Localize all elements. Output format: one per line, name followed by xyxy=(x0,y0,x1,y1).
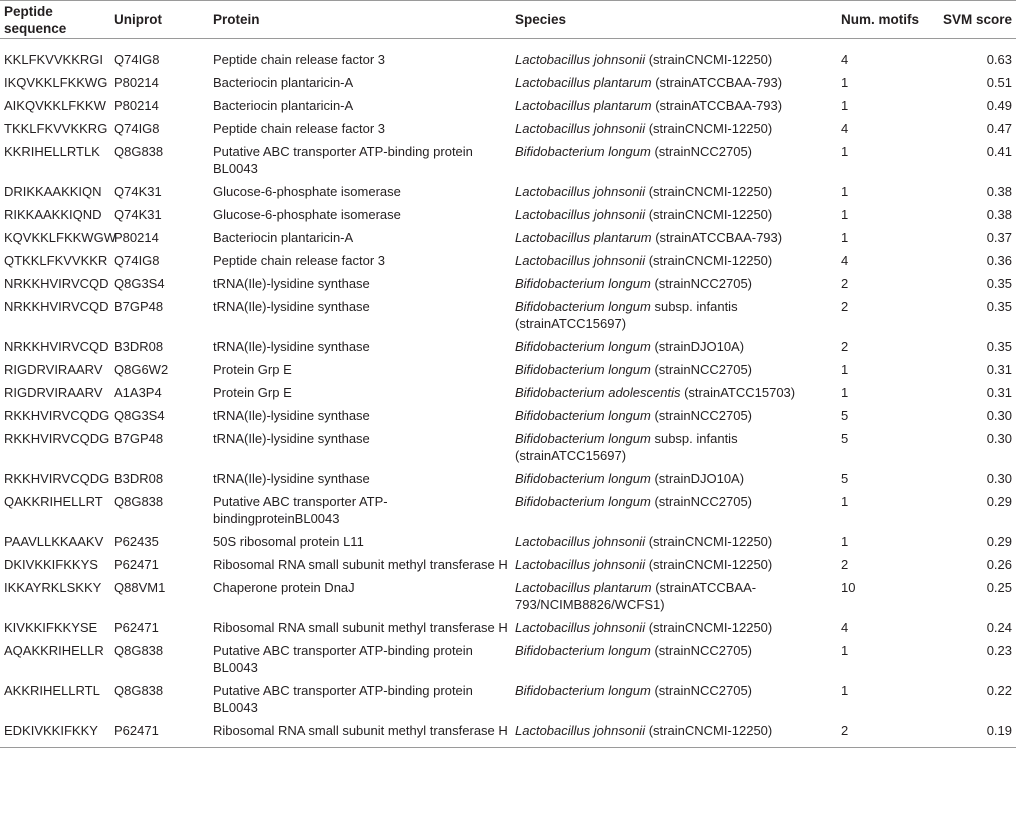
cell-protein: Protein Grp E xyxy=(213,362,292,377)
cell-species xyxy=(511,678,837,718)
cell-num-motifs: 5 xyxy=(841,408,849,423)
cell-uniprot: Q74IG8 xyxy=(114,253,160,268)
cell-svm-score: 0.22 xyxy=(986,683,1012,698)
cell-species xyxy=(511,403,837,426)
cell-protein: Peptide chain release factor 3 xyxy=(213,52,385,67)
cell-num-motifs: 4 xyxy=(841,620,849,635)
species-strain: (strainDJO10A) xyxy=(650,471,745,486)
cell-protein: Glucose-6-phosphate isomerase xyxy=(213,207,401,222)
species-strain: (strainNCC2705) xyxy=(650,683,753,698)
species-name: Lactobacillus plantarum xyxy=(515,98,652,113)
species-strain: (strainNCC2705) xyxy=(650,494,753,509)
cell-protein: tRNA(Ile)-lysidine synthase xyxy=(213,339,370,354)
cell-num-motifs: 4 xyxy=(841,52,849,67)
table-row xyxy=(0,70,1016,93)
cell-num-motifs: 2 xyxy=(841,339,849,354)
cell-protein: tRNA(Ile)-lysidine synthase xyxy=(213,408,370,423)
species-name: Lactobacillus johnsonii xyxy=(515,184,646,199)
cell-peptide-sequence: QAKKRIHELLRT xyxy=(4,494,103,509)
cell-num-motifs: 1 xyxy=(841,230,849,245)
cell-protein: Chaperone protein DnaJ xyxy=(213,580,355,595)
cell-uniprot: Q8G838 xyxy=(114,683,164,698)
cell-num-motifs: 1 xyxy=(841,643,849,658)
cell-svm-score: 0.35 xyxy=(986,276,1012,291)
cell-svm-score: 0.31 xyxy=(986,385,1012,400)
cell-species xyxy=(511,466,837,489)
cell-peptide-sequence: RKKHVIRVCQDG xyxy=(4,431,110,446)
species-strain: (strainATCCBAA-793) xyxy=(651,230,783,245)
cell-num-motifs: 5 xyxy=(841,431,849,446)
cell-num-motifs: 10 xyxy=(841,580,856,595)
table-row xyxy=(0,294,1016,334)
species-strain: (strainCNCMI-12250) xyxy=(645,253,773,268)
cell-uniprot: B3DR08 xyxy=(114,339,164,354)
cell-species xyxy=(511,334,837,357)
cell-protein: Putative ABC transporter ATP-binding protein BL0043 xyxy=(213,683,473,715)
cell-uniprot: Q74K31 xyxy=(114,207,162,222)
cell-uniprot: P80214 xyxy=(114,75,159,90)
table-row xyxy=(0,426,1016,466)
cell-num-motifs: 1 xyxy=(841,98,849,113)
cell-uniprot: Q8G838 xyxy=(114,144,164,159)
cell-num-motifs: 1 xyxy=(841,494,849,509)
cell-species xyxy=(511,93,837,116)
cell-protein: tRNA(Ile)-lysidine synthase xyxy=(213,299,370,314)
species-strain: (strainCNCMI-12250) xyxy=(645,534,773,549)
cell-protein: tRNA(Ile)-lysidine synthase xyxy=(213,276,370,291)
species-name: Lactobacillus johnsonii xyxy=(515,121,646,136)
species-name: Lactobacillus plantarum xyxy=(515,230,652,245)
header-peptide-sequence: Peptide sequence xyxy=(4,3,67,36)
species-name: Bifidobacterium longum xyxy=(515,339,651,354)
cell-svm-score: 0.38 xyxy=(986,207,1012,222)
cell-protein: Bacteriocin plantaricin-A xyxy=(213,98,354,113)
cell-species xyxy=(511,202,837,225)
header-row xyxy=(0,1,1016,39)
cell-protein: Ribosomal RNA small subunit methyl transferase H xyxy=(213,723,508,738)
cell-protein: 50S ribosomal protein L11 xyxy=(213,534,364,549)
cell-peptide-sequence: RKKHVIRVCQDG xyxy=(4,471,110,486)
cell-species xyxy=(511,426,837,466)
species-strain: (strainNCC2705) xyxy=(650,408,753,423)
table-row xyxy=(0,179,1016,202)
header-num-motifs: Num. motifs xyxy=(841,12,920,27)
species-name: Lactobacillus johnsonii xyxy=(515,253,646,268)
cell-svm-score: 0.30 xyxy=(986,471,1012,486)
cell-peptide-sequence: PAAVLLKKAAKV xyxy=(4,534,104,549)
cell-uniprot: B7GP48 xyxy=(114,299,164,314)
cell-num-motifs: 5 xyxy=(841,471,849,486)
cell-peptide-sequence: IKQVKKLFKKWG xyxy=(4,75,108,90)
species-name: Lactobacillus plantarum xyxy=(515,75,652,90)
table-body xyxy=(0,39,1016,748)
species-strain: (strainCNCMI-12250) xyxy=(645,121,773,136)
species-strain: (strainCNCMI-12250) xyxy=(645,52,773,67)
cell-num-motifs: 4 xyxy=(841,121,849,136)
species-name: Lactobacillus johnsonii xyxy=(515,534,646,549)
species-name: Bifidobacterium longum xyxy=(515,299,651,314)
cell-protein: Protein Grp E xyxy=(213,385,292,400)
cell-species xyxy=(511,575,837,615)
cell-num-motifs: 1 xyxy=(841,385,849,400)
cell-protein: Putative ABC transporter ATP-bindingproteinBL0043 xyxy=(213,494,388,526)
cell-species xyxy=(511,39,837,71)
cell-uniprot: Q8G838 xyxy=(114,643,164,658)
species-strain: (strainATCCBAA-793) xyxy=(651,98,783,113)
cell-num-motifs: 1 xyxy=(841,207,849,222)
table-row xyxy=(0,615,1016,638)
cell-num-motifs: 1 xyxy=(841,534,849,549)
cell-num-motifs: 1 xyxy=(841,144,849,159)
cell-species xyxy=(511,615,837,638)
table-row xyxy=(0,202,1016,225)
cell-peptide-sequence: DKIVKKIFKKYS xyxy=(4,557,98,572)
cell-peptide-sequence: AQAKKRIHELLR xyxy=(4,643,104,658)
cell-peptide-sequence: AIKQVKKLFKKW xyxy=(4,98,106,113)
cell-svm-score: 0.35 xyxy=(986,299,1012,314)
cell-species xyxy=(511,718,837,748)
cell-species xyxy=(511,248,837,271)
cell-species xyxy=(511,489,837,529)
table-row xyxy=(0,718,1016,748)
species-strain: (strainCNCMI-12250) xyxy=(645,723,773,738)
table-row xyxy=(0,529,1016,552)
table-row xyxy=(0,116,1016,139)
table-row xyxy=(0,403,1016,426)
cell-species xyxy=(511,271,837,294)
cell-svm-score: 0.49 xyxy=(986,98,1012,113)
cell-svm-score: 0.25 xyxy=(986,580,1012,595)
species-strain: (strainATCCBAA-793/NCIMB8826/WCFS1) xyxy=(515,580,757,612)
species-name: Lactobacillus plantarum xyxy=(515,580,652,595)
cell-svm-score: 0.31 xyxy=(986,362,1012,377)
table-row xyxy=(0,93,1016,116)
table-header xyxy=(0,1,1016,39)
cell-num-motifs: 2 xyxy=(841,557,849,572)
species-name: Lactobacillus johnsonii xyxy=(515,620,646,635)
cell-svm-score: 0.38 xyxy=(986,184,1012,199)
cell-uniprot: Q74IG8 xyxy=(114,121,160,136)
cell-protein: Putative ABC transporter ATP-binding protein BL0043 xyxy=(213,643,473,675)
species-name: Bifidobacterium longum xyxy=(515,362,651,377)
cell-uniprot: B3DR08 xyxy=(114,471,164,486)
table-row xyxy=(0,638,1016,678)
species-name: Bifidobacterium longum xyxy=(515,494,651,509)
cell-uniprot: A1A3P4 xyxy=(114,385,162,400)
cell-uniprot: Q74K31 xyxy=(114,184,162,199)
species-strain: (strainNCC2705) xyxy=(650,643,753,658)
cell-svm-score: 0.29 xyxy=(986,534,1012,549)
cell-num-motifs: 1 xyxy=(841,184,849,199)
header-species: Species xyxy=(515,12,567,27)
cell-svm-score: 0.29 xyxy=(986,494,1012,509)
cell-uniprot: B7GP48 xyxy=(114,431,164,446)
cell-protein: tRNA(Ile)-lysidine synthase xyxy=(213,431,370,446)
cell-peptide-sequence: DRIKKAAKKIQN xyxy=(4,184,102,199)
cell-num-motifs: 2 xyxy=(841,299,849,314)
cell-svm-score: 0.35 xyxy=(986,339,1012,354)
cell-num-motifs: 1 xyxy=(841,683,849,698)
table-row xyxy=(0,466,1016,489)
cell-num-motifs: 2 xyxy=(841,276,849,291)
species-name: Bifidobacterium longum xyxy=(515,431,651,446)
species-strain: (strainATCCBAA-793) xyxy=(651,75,783,90)
cell-num-motifs: 1 xyxy=(841,75,849,90)
cell-uniprot: Q8G3S4 xyxy=(114,408,165,423)
cell-svm-score: 0.23 xyxy=(986,643,1012,658)
cell-peptide-sequence: NRKKHVIRVCQD xyxy=(4,299,109,314)
cell-svm-score: 0.47 xyxy=(986,121,1012,136)
species-strain: (strainNCC2705) xyxy=(650,276,753,291)
cell-num-motifs: 1 xyxy=(841,362,849,377)
cell-uniprot: Q8G3S4 xyxy=(114,276,165,291)
cell-species xyxy=(511,116,837,139)
cell-uniprot: Q74IG8 xyxy=(114,52,160,67)
cell-protein: Peptide chain release factor 3 xyxy=(213,121,385,136)
cell-protein: Ribosomal RNA small subunit methyl transferase H xyxy=(213,620,508,635)
header-svm-score: SVM score xyxy=(942,12,1012,27)
cell-svm-score: 0.63 xyxy=(986,52,1012,67)
species-strain: (strainCNCMI-12250) xyxy=(645,184,773,199)
cell-uniprot: P80214 xyxy=(114,230,159,245)
cell-protein: tRNA(Ile)-lysidine synthase xyxy=(213,471,370,486)
table-row xyxy=(0,334,1016,357)
cell-num-motifs: 2 xyxy=(841,723,849,738)
cell-peptide-sequence: IKKAYRKLSKKY xyxy=(4,580,102,595)
cell-species xyxy=(511,225,837,248)
cell-peptide-sequence: KKLFKVVKKRGI xyxy=(4,52,103,67)
cell-protein: Peptide chain release factor 3 xyxy=(213,253,385,268)
cell-svm-score: 0.30 xyxy=(986,431,1012,446)
species-strain: subsp. infantis (strainATCC15697) xyxy=(515,299,738,331)
table-row xyxy=(0,225,1016,248)
table-row xyxy=(0,248,1016,271)
cell-peptide-sequence: RIGDRVIRAARV xyxy=(4,362,103,377)
species-strain: (strainNCC2705) xyxy=(650,362,753,377)
cell-peptide-sequence: AKKRIHELLRTL xyxy=(4,683,100,698)
species-strain: (strainNCC2705) xyxy=(650,144,753,159)
table-row xyxy=(0,139,1016,179)
cell-peptide-sequence: KKRIHELLRTLK xyxy=(4,144,100,159)
species-name: Bifidobacterium longum xyxy=(515,408,651,423)
table-row xyxy=(0,489,1016,529)
cell-uniprot: P80214 xyxy=(114,98,159,113)
cell-peptide-sequence: RKKHVIRVCQDG xyxy=(4,408,110,423)
cell-svm-score: 0.19 xyxy=(986,723,1012,738)
cell-species xyxy=(511,380,837,403)
species-name: Bifidobacterium longum xyxy=(515,643,651,658)
header-uniprot: Uniprot xyxy=(114,12,162,27)
cell-svm-score: 0.24 xyxy=(986,620,1012,635)
cell-protein: Bacteriocin plantaricin-A xyxy=(213,230,354,245)
species-name: Lactobacillus johnsonii xyxy=(515,723,646,738)
cell-peptide-sequence: KQVKKLFKKWGW xyxy=(4,230,116,245)
cell-peptide-sequence: KIVKKIFKKYSE xyxy=(4,620,98,635)
table-row xyxy=(0,678,1016,718)
species-name: Bifidobacterium longum xyxy=(515,276,651,291)
cell-peptide-sequence: NRKKHVIRVCQD xyxy=(4,339,109,354)
species-name: Lactobacillus johnsonii xyxy=(515,52,646,67)
species-strain: (strainATCC15703) xyxy=(680,385,796,400)
cell-uniprot: P62471 xyxy=(114,620,159,635)
cell-protein: Ribosomal RNA small subunit methyl transferase H xyxy=(213,557,508,572)
table-row xyxy=(0,552,1016,575)
cell-peptide-sequence: NRKKHVIRVCQD xyxy=(4,276,109,291)
cell-species xyxy=(511,139,837,179)
cell-protein: Glucose-6-phosphate isomerase xyxy=(213,184,401,199)
species-name: Bifidobacterium adolescentis xyxy=(515,385,681,400)
cell-peptide-sequence: RIKKAAKKIQND xyxy=(4,207,102,222)
species-strain: (strainDJO10A) xyxy=(650,339,745,354)
cell-peptide-sequence: QTKKLFKVVKKR xyxy=(4,253,108,268)
cell-protein: Bacteriocin plantaricin-A xyxy=(213,75,354,90)
cell-uniprot: Q8G838 xyxy=(114,494,164,509)
cell-species xyxy=(511,179,837,202)
species-strain: (strainCNCMI-12250) xyxy=(645,207,773,222)
cell-species xyxy=(511,70,837,93)
cell-species xyxy=(511,357,837,380)
cell-uniprot: P62471 xyxy=(114,723,159,738)
cell-num-motifs: 4 xyxy=(841,253,849,268)
cell-svm-score: 0.26 xyxy=(986,557,1012,572)
cell-uniprot: P62471 xyxy=(114,557,159,572)
cell-protein: Putative ABC transporter ATP-binding protein BL0043 xyxy=(213,144,473,176)
species-name: Lactobacillus johnsonii xyxy=(515,207,646,222)
cell-species xyxy=(511,294,837,334)
cell-svm-score: 0.30 xyxy=(986,408,1012,423)
species-strain: subsp. infantis (strainATCC15697) xyxy=(515,431,738,463)
cell-svm-score: 0.51 xyxy=(986,75,1012,90)
cell-svm-score: 0.37 xyxy=(986,230,1012,245)
species-strain: (strainCNCMI-12250) xyxy=(645,620,773,635)
species-name: Bifidobacterium longum xyxy=(515,471,651,486)
cell-species xyxy=(511,552,837,575)
cell-svm-score: 0.41 xyxy=(986,144,1012,159)
cell-svm-score: 0.36 xyxy=(986,253,1012,268)
cell-peptide-sequence: RIGDRVIRAARV xyxy=(4,385,103,400)
table-row xyxy=(0,271,1016,294)
table-row xyxy=(0,39,1016,71)
cell-peptide-sequence: TKKLFKVVKKRG xyxy=(4,121,108,136)
species-name: Lactobacillus johnsonii xyxy=(515,557,646,572)
cell-uniprot: Q88VM1 xyxy=(114,580,166,595)
cell-species xyxy=(511,638,837,678)
table-row xyxy=(0,357,1016,380)
cell-species xyxy=(511,529,837,552)
species-strain: (strainCNCMI-12250) xyxy=(645,557,773,572)
table-row xyxy=(0,575,1016,615)
table-row xyxy=(0,380,1016,403)
species-name: Bifidobacterium longum xyxy=(515,683,651,698)
header-protein: Protein xyxy=(213,12,260,27)
cell-peptide-sequence: EDKIVKKIFKKY xyxy=(4,723,98,738)
cell-uniprot: P62435 xyxy=(114,534,159,549)
cell-uniprot: Q8G6W2 xyxy=(114,362,169,377)
species-name: Bifidobacterium longum xyxy=(515,144,651,159)
